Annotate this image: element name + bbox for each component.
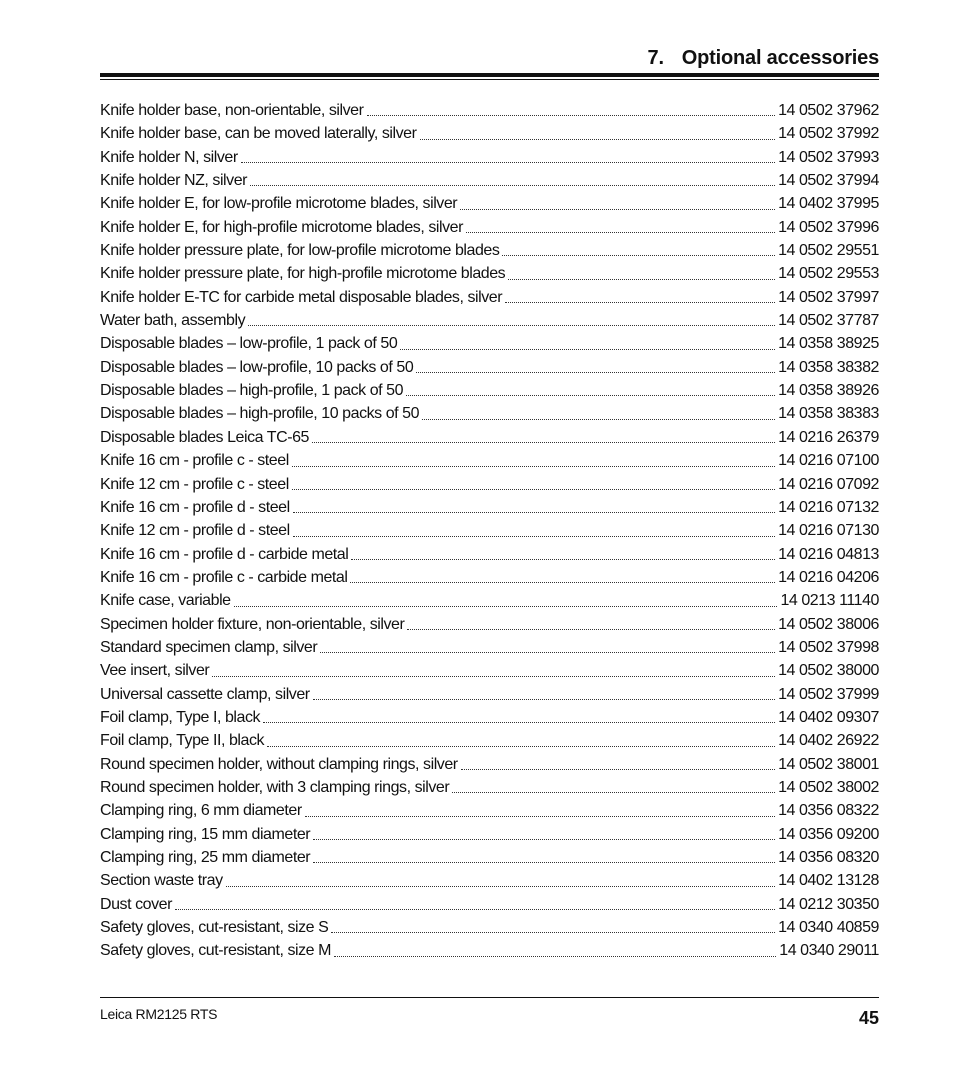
list-item [100, 379, 879, 402]
item-description: Knife holder pressure plate, for high-profile microtome blades [100, 265, 506, 283]
list-item [100, 449, 879, 472]
item-description: Disposable blades – low-profile, 10 packs of 50 [100, 358, 414, 376]
list-item [100, 799, 879, 822]
dot-leader [505, 301, 775, 303]
list-item [100, 659, 879, 682]
dot-leader [350, 581, 775, 583]
header-rule-thick [100, 73, 879, 77]
item-description: Safety gloves, cut-resistant, size S [100, 919, 329, 937]
list-item [100, 496, 879, 519]
list-item [100, 846, 879, 869]
item-description: Clamping ring, 25 mm diameter [100, 849, 311, 866]
item-description: Water bath, assembly [100, 312, 246, 330]
section-title: Optional accessories [681, 47, 879, 69]
item-description: Dust cover [100, 895, 172, 913]
dot-leader [406, 394, 775, 396]
item-part-number: 14 0502 29553 [778, 265, 879, 283]
item-part-number: 14 0356 09200 [778, 825, 879, 843]
dot-leader [334, 955, 776, 957]
list-item [100, 216, 879, 239]
item-part-number: 14 0216 04813 [778, 545, 879, 563]
list-item [100, 613, 879, 636]
item-description: Knife holder E-TC for carbide metal disposable blades, silver [100, 288, 503, 306]
item-description: Round specimen holder, with 3 clamping rings, silver [100, 778, 450, 796]
item-description: Disposable blades Leica TC-65 [100, 428, 310, 446]
item-part-number: 14 0356 08320 [778, 849, 879, 866]
item-description: Knife case, variable [100, 592, 231, 610]
item-description: Foil clamp, Type II, black [100, 732, 265, 750]
item-part-number: 14 0402 09307 [778, 708, 879, 726]
item-description: Knife holder NZ, silver [100, 172, 248, 190]
item-part-number: 14 0502 38002 [778, 778, 879, 796]
item-description: Knife 16 cm - profile d - steel [100, 498, 290, 516]
item-description: Specimen holder fixture, non-orientable, silver [100, 615, 405, 633]
header-rule-thin [100, 79, 879, 80]
list-item [100, 823, 879, 846]
item-part-number: 14 0502 37994 [778, 172, 879, 190]
dot-leader [312, 441, 775, 443]
item-part-number: 14 0502 37787 [778, 312, 879, 330]
dot-leader [351, 558, 775, 560]
item-description: Knife holder base, can be moved laterally, silver [100, 125, 417, 143]
dot-leader [263, 721, 775, 723]
dot-leader [292, 488, 775, 490]
list-item [100, 543, 879, 566]
dot-leader [212, 675, 775, 677]
dot-leader [460, 208, 775, 210]
list-item [100, 566, 879, 589]
item-part-number: 14 0358 38926 [778, 382, 879, 400]
dot-leader [466, 231, 775, 233]
item-description: Standard specimen clamp, silver [100, 638, 318, 656]
list-item [100, 729, 879, 752]
item-part-number: 14 0502 38006 [778, 615, 879, 633]
dot-leader [234, 605, 778, 607]
dot-leader [313, 698, 775, 700]
item-part-number: 14 0212 30350 [778, 895, 879, 913]
list-item [100, 122, 879, 145]
item-part-number: 14 0356 08322 [778, 802, 879, 820]
list-item [100, 356, 879, 379]
dot-leader [452, 791, 775, 793]
list-item [100, 99, 879, 122]
list-item [100, 332, 879, 355]
list-item [100, 683, 879, 706]
item-part-number: 14 0502 37962 [778, 102, 879, 119]
footer-product-name: Leica RM2125 RTS [100, 1006, 218, 1022]
item-description: Round specimen holder, without clamping rings, silver [100, 755, 458, 773]
item-part-number: 14 0502 37998 [778, 638, 879, 656]
item-part-number: 14 0216 07132 [778, 498, 879, 516]
item-description: Knife holder E, for high-profile microtome blades, silver [100, 218, 463, 236]
list-item [100, 893, 879, 916]
dot-leader [461, 768, 775, 770]
list-item [100, 262, 879, 285]
list-item [100, 169, 879, 192]
item-part-number: 14 0402 37995 [778, 195, 879, 213]
item-part-number: 14 0502 29551 [778, 242, 879, 260]
item-part-number: 14 0358 38925 [778, 335, 879, 353]
item-description: Knife holder E, for low-profile microtome blades, silver [100, 195, 458, 213]
dot-leader [508, 278, 775, 280]
item-description: Disposable blades – low-profile, 1 pack of 50 [100, 335, 398, 353]
dot-leader [313, 861, 775, 863]
item-part-number: 14 0502 37997 [778, 288, 879, 306]
item-description: Safety gloves, cut-resistant, size M [100, 942, 332, 960]
page-title [648, 47, 879, 70]
item-description: Knife holder N, silver [100, 148, 238, 166]
dot-leader [367, 114, 776, 116]
dot-leader [248, 324, 775, 326]
dot-leader [320, 651, 775, 653]
item-description: Clamping ring, 6 mm diameter [100, 802, 302, 820]
dot-leader [400, 348, 775, 350]
list-item [100, 426, 879, 449]
list-item [100, 473, 879, 496]
list-item [100, 589, 879, 612]
list-item [100, 309, 879, 332]
list-item [100, 776, 879, 799]
section-number: 7. [647, 47, 664, 69]
dot-leader [313, 838, 775, 840]
list-item [100, 402, 879, 425]
page-number: 45 [858, 1008, 879, 1028]
item-part-number: 14 0340 29011 [779, 942, 879, 960]
item-description: Clamping ring, 15 mm diameter [100, 825, 311, 843]
item-part-number: 14 0502 37992 [778, 125, 879, 143]
item-part-number: 14 0340 40859 [778, 919, 879, 937]
list-item [100, 869, 879, 892]
item-part-number: 14 0402 13128 [778, 872, 879, 890]
item-part-number: 14 0502 37999 [778, 685, 879, 703]
item-description: Knife 16 cm - profile c - steel [100, 452, 289, 470]
dot-leader [267, 745, 775, 747]
item-part-number: 14 0358 38382 [778, 358, 879, 376]
item-description: Knife 16 cm - profile d - carbide metal [100, 545, 349, 563]
item-description: Foil clamp, Type I, black [100, 708, 261, 726]
dot-leader [293, 511, 775, 513]
dot-leader [241, 161, 775, 163]
dot-leader [420, 138, 776, 140]
item-part-number: 14 0502 38001 [778, 755, 879, 773]
item-part-number: 14 0216 26379 [778, 428, 879, 446]
item-description: Vee insert, silver [100, 662, 210, 680]
dot-leader [502, 254, 775, 256]
dot-leader [416, 371, 775, 373]
item-part-number: 14 0502 37993 [778, 148, 879, 166]
item-description: Disposable blades – high-profile, 10 packs of 50 [100, 405, 420, 423]
item-part-number: 14 0358 38383 [778, 405, 879, 423]
list-item [100, 239, 879, 262]
item-part-number: 14 0216 04206 [778, 568, 879, 586]
item-part-number: 14 0216 07100 [778, 452, 879, 470]
item-description: Knife holder base, non-orientable, silver [100, 102, 364, 119]
item-part-number: 14 0216 07092 [778, 475, 879, 493]
item-description: Universal cassette clamp, silver [100, 685, 310, 703]
item-description: Knife 12 cm - profile c - steel [100, 475, 289, 493]
footer-rule [100, 997, 879, 998]
dot-leader [305, 815, 775, 817]
item-description: Section waste tray [100, 872, 223, 890]
list-item [100, 916, 879, 939]
item-part-number: 14 0216 07130 [778, 522, 879, 540]
item-description: Knife 16 cm - profile c - carbide metal [100, 568, 348, 586]
item-description: Disposable blades – high-profile, 1 pack of 50 [100, 382, 404, 400]
item-part-number: 14 0213 11140 [780, 592, 879, 610]
accessories-list [100, 99, 879, 963]
dot-leader [293, 535, 775, 537]
list-item [100, 519, 879, 542]
list-item [100, 706, 879, 729]
list-item [100, 636, 879, 659]
dot-leader [250, 184, 775, 186]
list-item [100, 286, 879, 309]
item-description: Knife 12 cm - profile d - steel [100, 522, 290, 540]
item-part-number: 14 0402 26922 [778, 732, 879, 750]
dot-leader [292, 465, 775, 467]
dot-leader [407, 628, 775, 630]
item-part-number: 14 0502 37996 [778, 218, 879, 236]
dot-leader [175, 908, 775, 910]
list-item [100, 939, 879, 962]
dot-leader [422, 418, 775, 420]
list-item [100, 192, 879, 215]
dot-leader [226, 885, 775, 887]
list-item [100, 753, 879, 776]
list-item [100, 146, 879, 169]
item-description: Knife holder pressure plate, for low-profile microtome blades [100, 242, 500, 260]
item-part-number: 14 0502 38000 [778, 662, 879, 680]
dot-leader [331, 931, 775, 933]
